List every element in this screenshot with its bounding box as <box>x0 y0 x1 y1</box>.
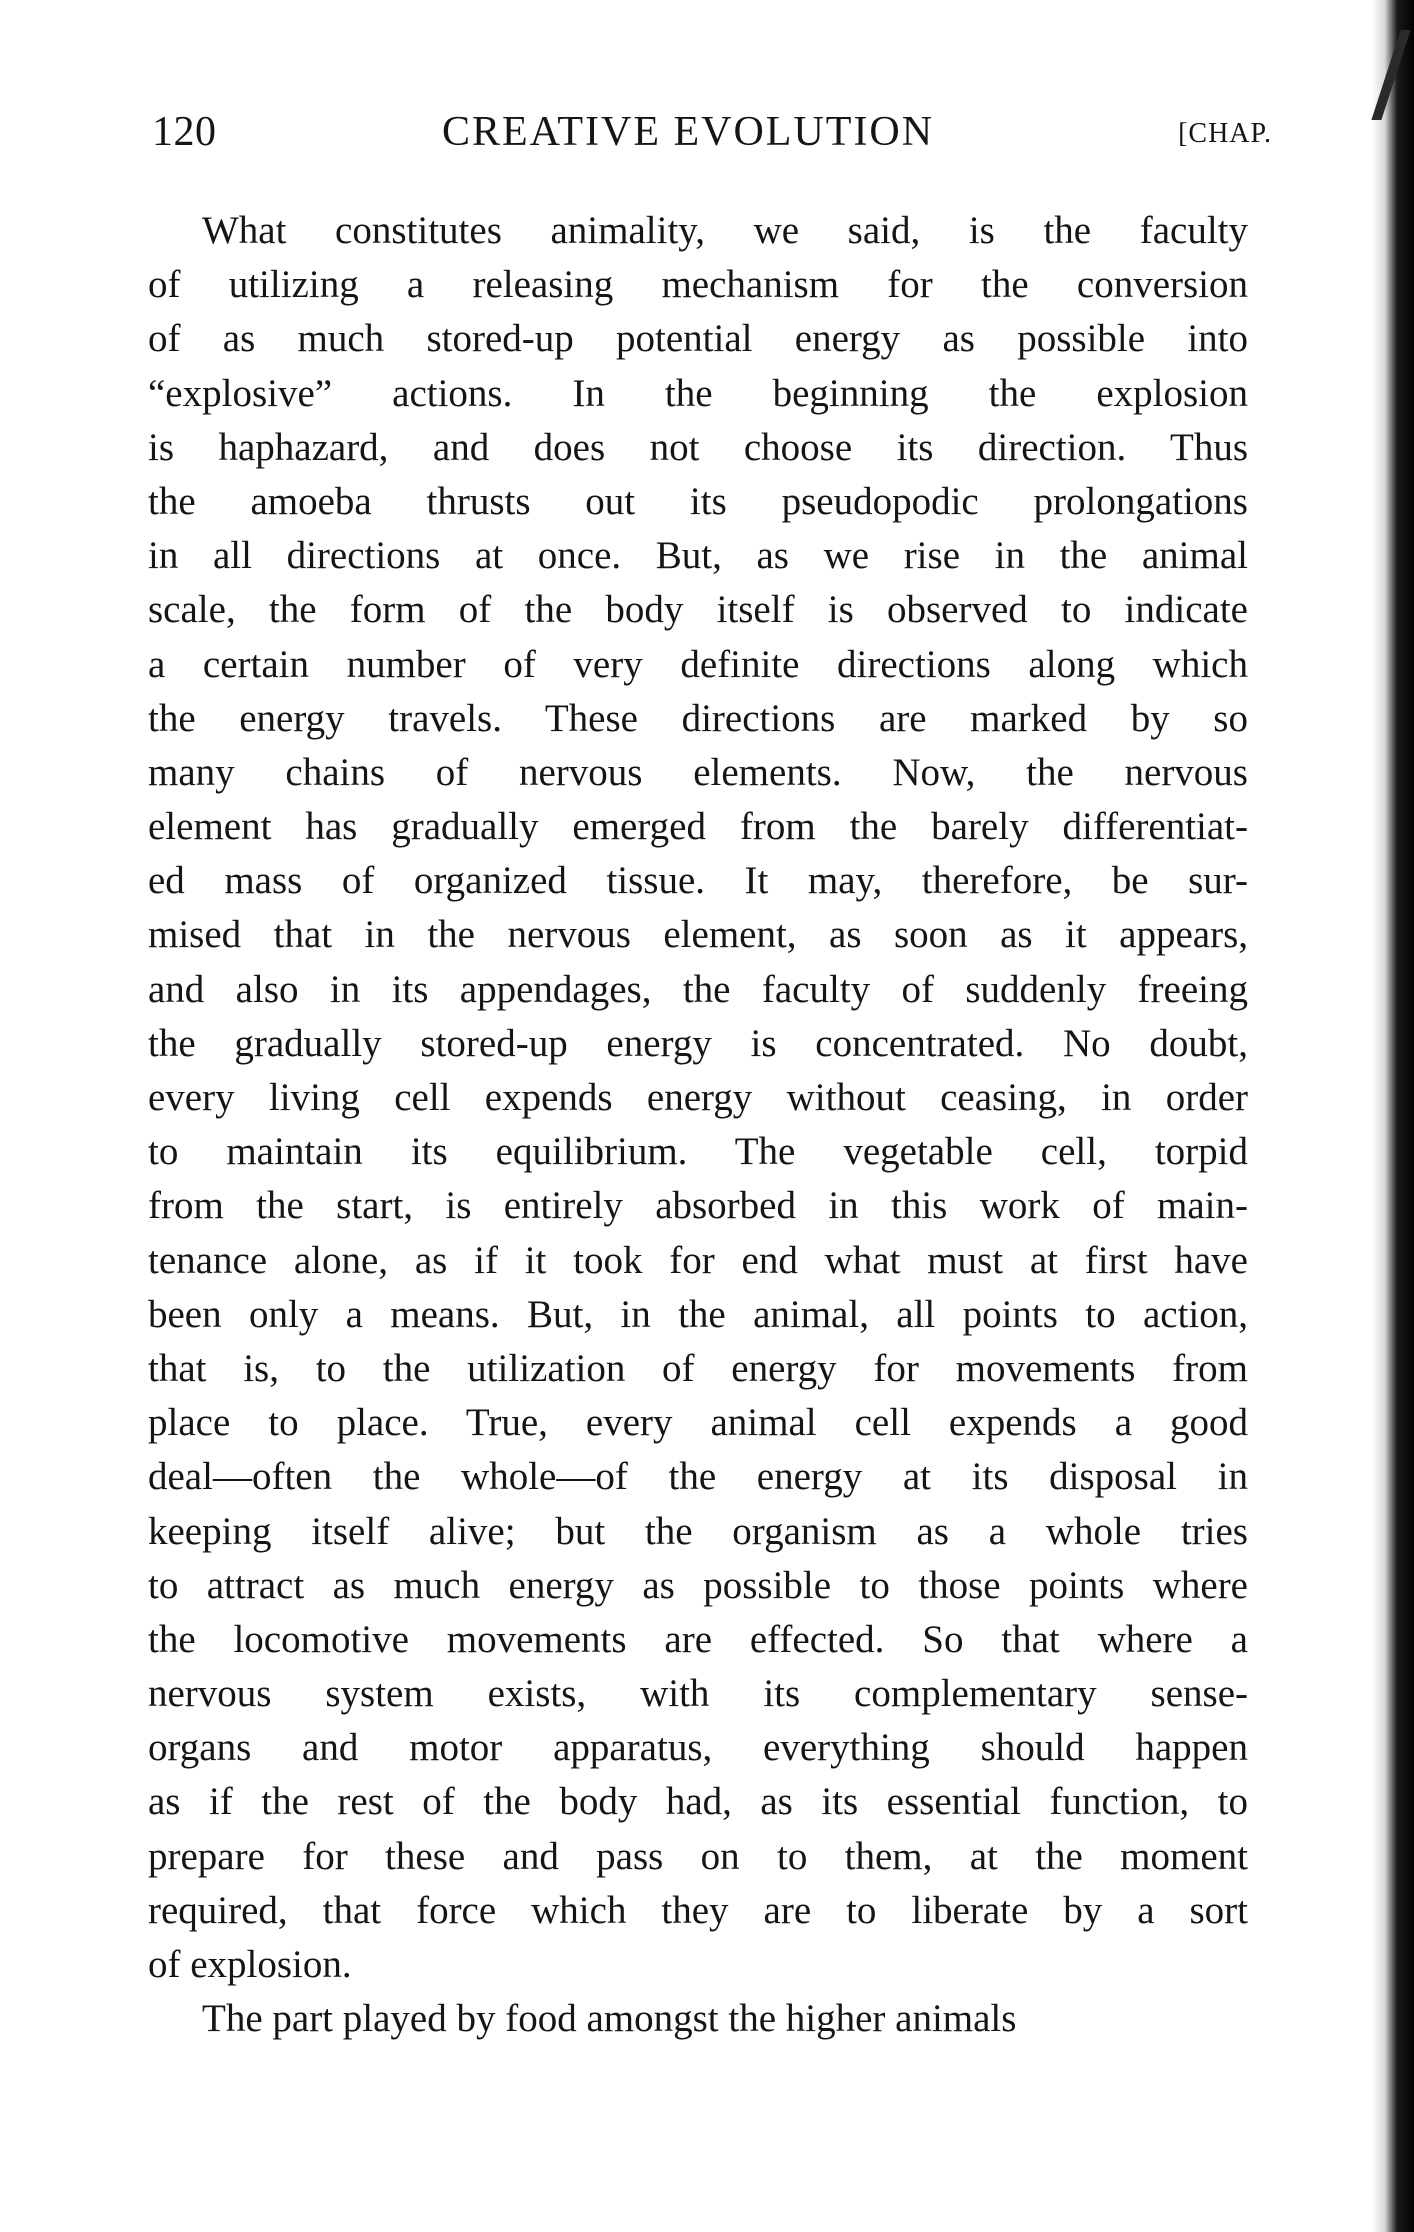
text-line: mised that in the nervous element, as soon as it appears, <box>148 913 1248 957</box>
text-line: that is, to the utilization of energy for movements from <box>148 1346 1248 1390</box>
text-line: organs and motor apparatus, everything should happen <box>148 1726 1248 1770</box>
text-line: deal—often the whole—of the energy at its disposal in <box>148 1455 1248 1499</box>
text-line: and also in its appendages, the faculty of suddenly freeing <box>148 967 1248 1011</box>
text-line: many chains of nervous elements. Now, the nervous <box>148 750 1248 794</box>
running-header <box>152 108 1272 168</box>
text-line: place to place. True, every animal cell expends a good <box>148 1401 1248 1445</box>
text-line: is haphazard, and does not choose its direction. Thus <box>148 425 1248 469</box>
text-line: to maintain its equilibrium. The vegetable cell, torpid <box>148 1130 1248 1174</box>
text-line: of as much stored-up potential energy as possible into <box>148 317 1248 361</box>
text-line: the gradually stored-up energy is concentrated. No doubt, <box>148 1021 1248 1065</box>
text-line: the locomotive movements are effected. So that where a <box>148 1617 1248 1661</box>
text-line: keeping itself alive; but the organism as a whole tries <box>148 1509 1248 1553</box>
text-line: as if the rest of the body had, as its essential function, to <box>148 1780 1248 1824</box>
text-line: scale, the form of the body itself is observed to indicate <box>148 588 1248 632</box>
text-line: ed mass of organized tissue. It may, therefore, be sur- <box>148 859 1248 903</box>
text-line: from the start, is entirely absorbed in this work of main- <box>148 1184 1248 1228</box>
text-line: element has gradually emerged from the barely differentiat- <box>148 805 1248 849</box>
page-edge-shadow <box>1372 0 1414 2232</box>
text-line: “explosive” actions. In the beginning the explosion <box>148 371 1248 415</box>
text-line: been only a means. But, in the animal, all points to action, <box>148 1292 1248 1336</box>
text-line: What constitutes animality, we said, is the faculty <box>202 209 1248 252</box>
text-line: prepare for these and pass on to them, at the moment <box>148 1834 1248 1878</box>
running-title: CREATIVE EVOLUTION <box>442 109 935 155</box>
text-line: the energy travels. These directions are marked by so <box>148 696 1248 740</box>
text-line: of explosion. <box>148 1943 352 1986</box>
text-line: tenance alone, as if it took for end what must at first have <box>148 1238 1248 1282</box>
text-line: required, that force which they are to liberate by a sort <box>148 1888 1248 1932</box>
text-line: every living cell expends energy without ceasing, in order <box>148 1076 1248 1119</box>
page-number: 120 <box>152 109 217 155</box>
text-line: to attract as much energy as possible to those points where <box>148 1563 1248 1607</box>
text-line: The part played by food amongst the higher animals <box>202 1997 1017 2041</box>
chapter-marker: [CHAP. <box>1178 118 1272 149</box>
text-line: the amoeba thrusts out its pseudopodic prolongations <box>148 479 1248 523</box>
text-line: a certain number of very definite directions along which <box>148 642 1248 686</box>
text-line: of utilizing a releasing mechanism for the conversion <box>148 263 1248 307</box>
text-line: in all directions at once. But, as we rise in the animal <box>148 534 1248 578</box>
text-line: nervous system exists, with its complementary sense- <box>148 1672 1248 1716</box>
body-text <box>148 204 1248 2046</box>
